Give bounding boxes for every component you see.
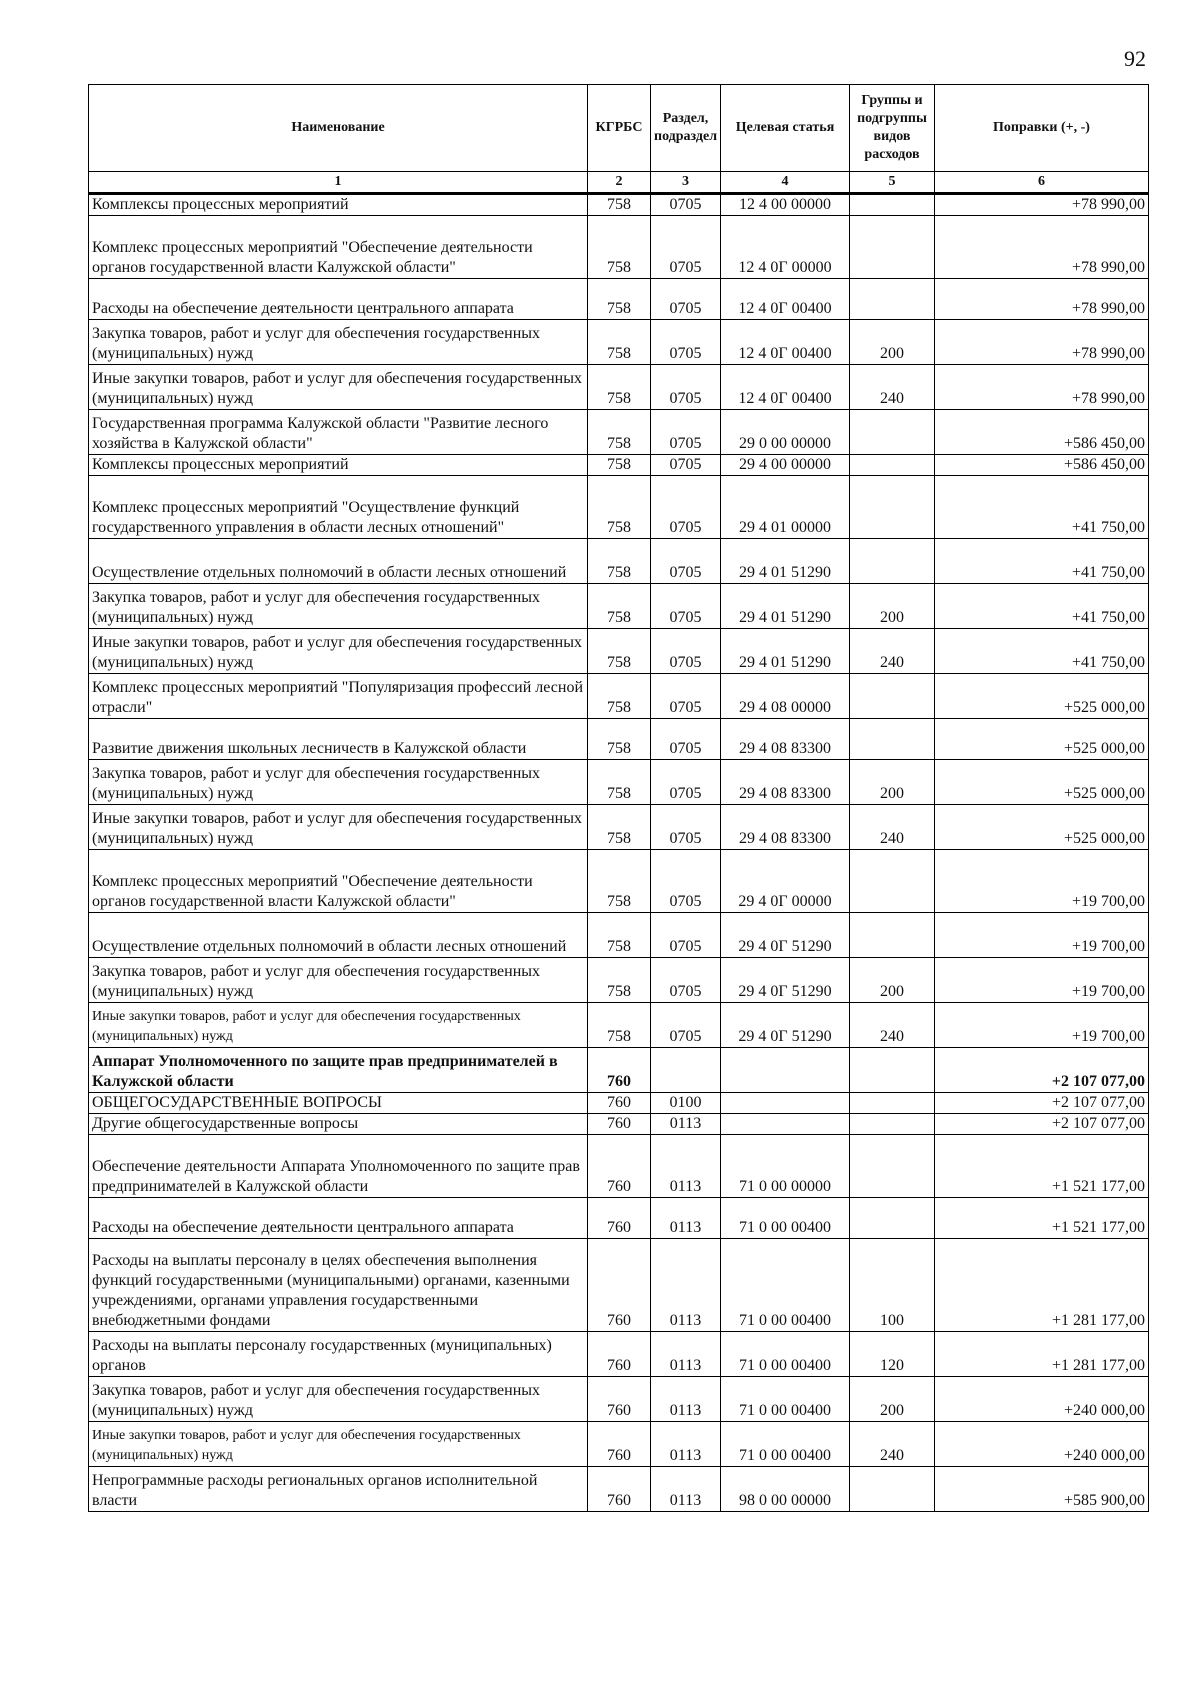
row-group-cell [850,1114,935,1135]
row-group-cell: 240 [850,365,935,410]
row-target-cell: 29 4 08 00000 [721,674,850,719]
row-name-cell: Комплекс процессных мероприятий "Обеспечение деятельности органов государственной власти Калужской области" [89,216,588,279]
row-section-cell: 0113 [651,1422,721,1467]
row-section-cell: 0705 [651,1003,721,1048]
table-row [89,194,1149,216]
row-name-cell: Иные закупки товаров, работ и услуг для обеспечения государственных (муниципальных) нужд [89,805,588,850]
row-section-cell: 0100 [651,1093,721,1114]
table-row [89,1198,1149,1239]
row-name-cell: Закупка товаров, работ и услуг для обеспечения государственных (муниципальных) нужд [89,760,588,805]
table-row [89,216,1149,279]
row-amount-cell: +19 700,00 [935,850,1149,913]
table-row [89,410,1149,455]
row-name-cell: Закупка товаров, работ и услуг для обеспечения государственных (муниципальных) нужд [89,1377,588,1422]
column-number: 4 [721,172,850,194]
row-target-cell: 71 0 00 00400 [721,1377,850,1422]
row-group-cell: 240 [850,1003,935,1048]
row-section-cell: 0113 [651,1377,721,1422]
row-amount-cell: +78 990,00 [935,216,1149,279]
row-amount-cell: +41 750,00 [935,539,1149,584]
row-target-cell: 29 4 0Г 00000 [721,850,850,913]
table-row [89,1422,1149,1467]
row-target-cell [721,1093,850,1114]
row-group-cell [850,850,935,913]
row-group-cell: 240 [850,805,935,850]
row-amount-cell: +41 750,00 [935,629,1149,674]
row-amount-cell: +525 000,00 [935,674,1149,719]
row-section-cell: 0705 [651,805,721,850]
row-kgrbs-cell: 758 [588,216,651,279]
row-kgrbs-cell: 758 [588,958,651,1003]
row-section-cell: 0705 [651,850,721,913]
row-section-cell: 0113 [651,1332,721,1377]
table-row [89,584,1149,629]
row-kgrbs-cell: 758 [588,850,651,913]
row-amount-cell: +41 750,00 [935,476,1149,539]
page-number: 92 [1124,46,1146,71]
row-amount-cell: +1 281 177,00 [935,1332,1149,1377]
row-section-cell: 0705 [651,216,721,279]
row-amount-cell: +585 900,00 [935,1467,1149,1512]
row-amount-cell: +19 700,00 [935,958,1149,1003]
row-amount-cell: +1 521 177,00 [935,1135,1149,1198]
row-kgrbs-cell: 758 [588,674,651,719]
row-target-cell: 29 4 08 83300 [721,805,850,850]
row-target-cell: 29 4 08 83300 [721,719,850,760]
table-row [89,1135,1149,1198]
row-name-cell: Комплекс процессных мероприятий "Популяризация профессий лесной отрасли" [89,674,588,719]
row-amount-cell: +525 000,00 [935,760,1149,805]
row-kgrbs-cell: 758 [588,913,651,958]
row-name-cell: Осуществление отдельных полномочий в области лесных отношений [89,539,588,584]
row-amount-cell: +586 450,00 [935,410,1149,455]
row-group-cell: 200 [850,958,935,1003]
table-row [89,539,1149,584]
column-number: 2 [588,172,651,194]
row-group-cell [850,719,935,760]
row-group-cell [850,476,935,539]
row-target-cell: 29 4 0Г 51290 [721,913,850,958]
row-target-cell: 98 0 00 00000 [721,1467,850,1512]
row-name-cell: Другие общегосударственные вопросы [89,1114,588,1135]
table-row [89,365,1149,410]
row-section-cell: 0705 [651,455,721,476]
header-amendments: Поправки (+, -) [935,85,1149,172]
row-group-cell [850,1093,935,1114]
column-number: 5 [850,172,935,194]
row-name-cell: Государственная программа Калужской области "Развитие лесного хозяйства в Калужской области" [89,410,588,455]
row-section-cell: 0705 [651,913,721,958]
row-amount-cell: +2 107 077,00 [935,1114,1149,1135]
row-section-cell: 0705 [651,584,721,629]
table-row [89,455,1149,476]
row-group-cell: 200 [850,320,935,365]
row-kgrbs-cell: 760 [588,1332,651,1377]
row-amount-cell: +2 107 077,00 [935,1093,1149,1114]
row-name-cell: Расходы на обеспечение деятельности центрального аппарата [89,279,588,320]
row-name-cell: Расходы на выплаты персоналу в целях обеспечения выполнения функций государственными (муниципальными) органами, казенными учреждениями, органами управления государственными внебюджетными фондами [89,1239,588,1332]
row-section-cell: 0705 [651,320,721,365]
row-kgrbs-cell: 760 [588,1135,651,1198]
row-group-cell: 240 [850,629,935,674]
row-amount-cell: +78 990,00 [935,365,1149,410]
header-section: Раздел, подраздел [651,85,721,172]
row-group-cell: 100 [850,1239,935,1332]
row-section-cell: 0705 [651,410,721,455]
row-group-cell: 200 [850,1377,935,1422]
row-target-cell: 71 0 00 00400 [721,1422,850,1467]
row-target-cell [721,1114,850,1135]
row-group-cell [850,216,935,279]
row-kgrbs-cell: 758 [588,805,651,850]
table-row [89,1467,1149,1512]
row-target-cell: 29 4 01 51290 [721,539,850,584]
table-row [89,850,1149,913]
row-section-cell: 0705 [651,629,721,674]
table-row [89,1003,1149,1048]
row-group-cell: 200 [850,760,935,805]
header-kgrbs: КГРБС [588,85,651,172]
row-kgrbs-cell: 758 [588,410,651,455]
column-number: 6 [935,172,1149,194]
row-name-cell: Обеспечение деятельности Аппарата Уполномоченного по защите прав предпринимателей в Калужской области [89,1135,588,1198]
row-target-cell: 71 0 00 00400 [721,1239,850,1332]
row-section-cell: 0705 [651,476,721,539]
row-group-cell: 120 [850,1332,935,1377]
row-amount-cell: +78 990,00 [935,320,1149,365]
row-kgrbs-cell: 760 [588,1198,651,1239]
row-group-cell [850,674,935,719]
row-amount-cell: +41 750,00 [935,584,1149,629]
row-amount-cell: +525 000,00 [935,719,1149,760]
row-target-cell: 71 0 00 00400 [721,1332,850,1377]
row-group-cell [850,539,935,584]
row-group-cell [850,1135,935,1198]
row-name-cell: Закупка товаров, работ и услуг для обеспечения государственных (муниципальных) нужд [89,584,588,629]
row-name-cell: Осуществление отдельных полномочий в области лесных отношений [89,913,588,958]
header-target: Целевая статья [721,85,850,172]
table-row [89,760,1149,805]
row-name-cell: ОБЩЕГОСУДАРСТВЕННЫЕ ВОПРОСЫ [89,1093,588,1114]
row-target-cell: 12 4 0Г 00400 [721,279,850,320]
row-section-cell: 0705 [651,719,721,760]
row-kgrbs-cell: 758 [588,365,651,410]
row-kgrbs-cell: 760 [588,1114,651,1135]
row-amount-cell: +1 281 177,00 [935,1239,1149,1332]
row-name-cell: Комплекс процессных мероприятий "Обеспечение деятельности органов государственной власти Калужской области" [89,850,588,913]
row-target-cell: 29 4 0Г 51290 [721,1003,850,1048]
row-kgrbs-cell: 758 [588,455,651,476]
table-row [89,1377,1149,1422]
row-section-cell: 0113 [651,1198,721,1239]
table-row [89,1239,1149,1332]
row-section-cell: 0705 [651,539,721,584]
row-target-cell [721,1048,850,1093]
row-kgrbs-cell: 758 [588,279,651,320]
header-groups: Группы и подгруппы видов расходов [850,85,935,172]
row-amount-cell: +2 107 077,00 [935,1048,1149,1093]
row-name-cell: Аппарат Уполномоченного по защите прав предпринимателей в Калужской области [89,1048,588,1093]
budget-amendments-table [88,84,1149,1512]
table-row [89,629,1149,674]
row-amount-cell: +525 000,00 [935,805,1149,850]
table-row [89,1114,1149,1135]
row-kgrbs-cell: 758 [588,629,651,674]
row-group-cell [850,1048,935,1093]
row-section-cell: 0113 [651,1114,721,1135]
row-kgrbs-cell: 760 [588,1467,651,1512]
row-kgrbs-cell: 758 [588,194,651,216]
table-header-row [89,85,1149,172]
row-kgrbs-cell: 760 [588,1377,651,1422]
row-target-cell: 29 4 01 00000 [721,476,850,539]
row-section-cell [651,1048,721,1093]
row-amount-cell: +586 450,00 [935,455,1149,476]
row-name-cell: Комплекс процессных мероприятий "Осуществление функций государственного управления в области лесных отношений" [89,476,588,539]
row-group-cell [850,1198,935,1239]
row-name-cell: Иные закупки товаров, работ и услуг для обеспечения государственных (муниципальных) нужд [89,1422,588,1467]
row-group-cell [850,455,935,476]
table-row [89,674,1149,719]
row-target-cell: 12 4 0Г 00400 [721,365,850,410]
row-group-cell [850,1467,935,1512]
row-name-cell: Расходы на выплаты персоналу государственных (муниципальных) органов [89,1332,588,1377]
row-group-cell [850,913,935,958]
row-amount-cell: +78 990,00 [935,194,1149,216]
row-amount-cell: +19 700,00 [935,1003,1149,1048]
row-name-cell: Непрограммные расходы региональных органов исполнительной власти [89,1467,588,1512]
row-section-cell: 0113 [651,1239,721,1332]
row-amount-cell: +78 990,00 [935,279,1149,320]
row-target-cell: 29 4 08 83300 [721,760,850,805]
header-name: Наименование [89,85,588,172]
table-body [89,194,1149,1512]
row-target-cell: 12 4 0Г 00400 [721,320,850,365]
table-row [89,279,1149,320]
row-target-cell: 71 0 00 00000 [721,1135,850,1198]
table-row [89,1048,1149,1093]
row-target-cell: 29 4 01 51290 [721,584,850,629]
row-group-cell: 240 [850,1422,935,1467]
row-group-cell: 200 [850,584,935,629]
row-name-cell: Комплексы процессных мероприятий [89,455,588,476]
table-row [89,958,1149,1003]
table-row [89,320,1149,365]
table-row [89,719,1149,760]
row-section-cell: 0113 [651,1135,721,1198]
row-amount-cell: +1 521 177,00 [935,1198,1149,1239]
table-row [89,1332,1149,1377]
table-row [89,805,1149,850]
row-name-cell: Закупка товаров, работ и услуг для обеспечения государственных (муниципальных) нужд [89,320,588,365]
row-section-cell: 0705 [651,958,721,1003]
row-target-cell: 12 4 0Г 00000 [721,216,850,279]
row-amount-cell: +240 000,00 [935,1422,1149,1467]
row-name-cell: Иные закупки товаров, работ и услуг для обеспечения государственных (муниципальных) нужд [89,365,588,410]
row-name-cell: Закупка товаров, работ и услуг для обеспечения государственных (муниципальных) нужд [89,958,588,1003]
row-kgrbs-cell: 760 [588,1048,651,1093]
row-kgrbs-cell: 758 [588,539,651,584]
row-target-cell: 71 0 00 00400 [721,1198,850,1239]
row-section-cell: 0705 [651,674,721,719]
row-group-cell [850,194,935,216]
row-group-cell [850,410,935,455]
row-name-cell: Иные закупки товаров, работ и услуг для обеспечения государственных (муниципальных) нужд [89,629,588,674]
row-kgrbs-cell: 758 [588,584,651,629]
row-kgrbs-cell: 760 [588,1093,651,1114]
row-kgrbs-cell: 760 [588,1239,651,1332]
row-section-cell: 0113 [651,1467,721,1512]
row-amount-cell: +240 000,00 [935,1377,1149,1422]
row-name-cell: Расходы на обеспечение деятельности центрального аппарата [89,1198,588,1239]
row-name-cell: Развитие движения школьных лесничеств в Калужской области [89,719,588,760]
row-kgrbs-cell: 758 [588,760,651,805]
table-row [89,1093,1149,1114]
row-section-cell: 0705 [651,194,721,216]
row-kgrbs-cell: 758 [588,320,651,365]
row-kgrbs-cell: 758 [588,1003,651,1048]
row-name-cell: Иные закупки товаров, работ и услуг для обеспечения государственных (муниципальных) нужд [89,1003,588,1048]
row-section-cell: 0705 [651,365,721,410]
row-group-cell [850,279,935,320]
row-section-cell: 0705 [651,760,721,805]
row-kgrbs-cell: 758 [588,476,651,539]
row-target-cell: 29 4 01 51290 [721,629,850,674]
row-target-cell: 29 0 00 00000 [721,410,850,455]
row-kgrbs-cell: 760 [588,1422,651,1467]
column-number-row [89,172,1149,194]
row-target-cell: 29 4 00 00000 [721,455,850,476]
row-amount-cell: +19 700,00 [935,913,1149,958]
column-number: 1 [89,172,588,194]
table-row [89,913,1149,958]
column-number: 3 [651,172,721,194]
row-kgrbs-cell: 758 [588,719,651,760]
row-target-cell: 29 4 0Г 51290 [721,958,850,1003]
row-section-cell: 0705 [651,279,721,320]
table-row [89,476,1149,539]
row-name-cell: Комплексы процессных мероприятий [89,194,588,216]
row-target-cell: 12 4 00 00000 [721,194,850,216]
